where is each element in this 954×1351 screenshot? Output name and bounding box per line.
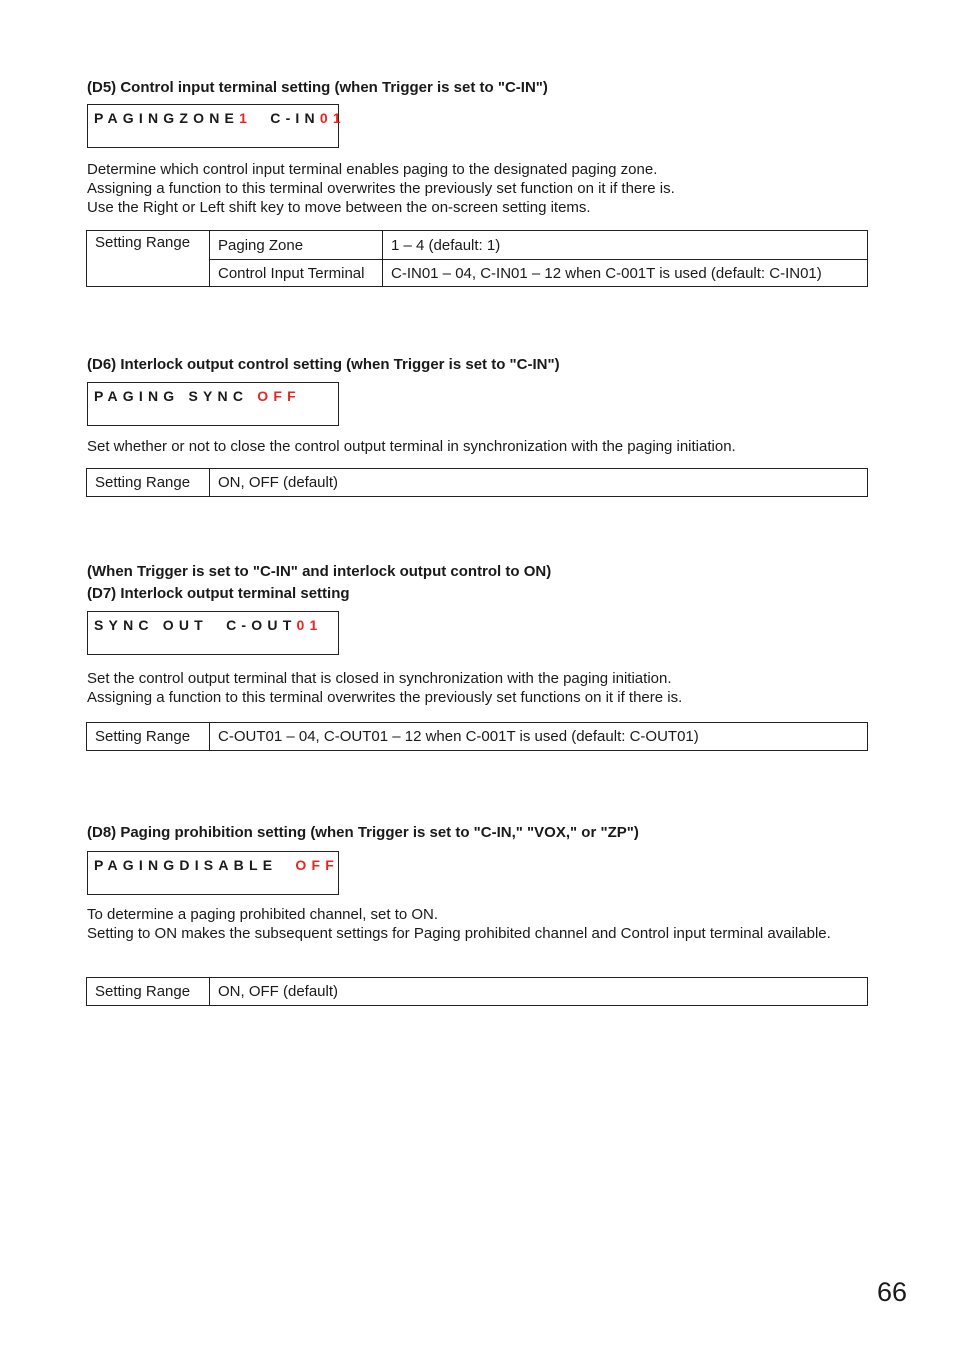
d8-description	[87, 905, 869, 943]
d8-range-value: ON, OFF (default)	[210, 978, 868, 1006]
d7-range-value: C-OUT01 – 04, C-OUT01 – 12 when C-001T is used (default: C-OUT01)	[210, 723, 868, 751]
d5-range-value-1: 1 – 4 (default: 1)	[383, 231, 868, 260]
d5-lcd-terminal: 01	[319, 110, 346, 126]
page-number: 66	[877, 1277, 908, 1307]
d6-range-value: ON, OFF (default)	[210, 469, 868, 497]
d5-range-item-1: Paging Zone	[210, 231, 383, 260]
d5-lcd-zone: 1	[239, 110, 253, 126]
d5-description	[87, 160, 675, 218]
d5-setting-range-table	[86, 230, 868, 287]
d7-heading-condition: (When Trigger is set to "C-IN" and interlock output control to ON)	[87, 563, 552, 580]
d6-setting-range-table	[86, 468, 868, 497]
d6-lcd-value: OFF	[257, 388, 301, 404]
d7-line-2: Assigning a function to this terminal overwrites the previously set functions on it if there is.	[87, 689, 683, 707]
d6-lcd-display	[87, 382, 339, 426]
d5-range-value-2: C-IN01 – 04, C-IN01 – 12 when C-001T is used (default: C-IN01)	[383, 260, 868, 287]
d8-lcd-display	[87, 851, 339, 895]
d5-line-2: Assigning a function to this terminal overwrites the previously set function on it if there is.	[87, 180, 675, 198]
d7-lcd-display	[87, 611, 339, 655]
d6-lcd-text: PAGING SYNC	[94, 388, 258, 404]
d5-lcd-text: PAGINGZONE	[94, 110, 240, 126]
d6-description	[87, 437, 736, 456]
d5-lcd-display	[87, 104, 346, 148]
d5-range-item-2: Control Input Terminal	[210, 260, 383, 287]
d7-heading: (D7) Interlock output terminal setting	[87, 585, 350, 602]
d8-lcd-value: OFF	[295, 857, 340, 873]
d5-lcd-text-2: C-IN	[252, 110, 320, 126]
d8-setting-range-table	[86, 977, 868, 1006]
d7-range-label: Setting Range	[87, 723, 210, 751]
d8-range-label: Setting Range	[87, 978, 210, 1006]
d5-line-1: Determine which control input terminal enables paging to the designated paging zone.	[87, 161, 658, 178]
d5-line-3: Use the Right or Left shift key to move between the on-screen setting items.	[87, 199, 591, 217]
d8-lcd-text: PAGINGDISABLE	[94, 857, 296, 873]
d6-line-1: Set whether or not to close the control output terminal in synchronization with the paging initiation.	[87, 438, 736, 455]
d8-line-2: Setting to ON makes the subsequent settings for Paging prohibited channel and Control input terminal available.	[87, 925, 831, 943]
d5-heading: (D5) Control input terminal setting (when Trigger is set to "C-IN")	[87, 79, 548, 96]
d5-range-label: Setting Range	[87, 231, 210, 287]
d8-heading: (D8) Paging prohibition setting (when Trigger is set to "C-IN," "VOX," or "ZP")	[87, 824, 639, 841]
d8-line-1: To determine a paging prohibited channel, set to ON.	[87, 906, 439, 923]
d7-lcd-text: SYNC OUT C-OUT	[94, 617, 297, 633]
d7-lcd-value: 01	[296, 617, 323, 633]
d6-heading: (D6) Interlock output control setting (when Trigger is set to "C-IN")	[87, 356, 560, 373]
d6-range-label: Setting Range	[87, 469, 210, 497]
d7-line-1: Set the control output terminal that is closed in synchronization with the paging initiation.	[87, 670, 672, 687]
d7-setting-range-table	[86, 722, 868, 751]
d7-description	[87, 669, 682, 707]
